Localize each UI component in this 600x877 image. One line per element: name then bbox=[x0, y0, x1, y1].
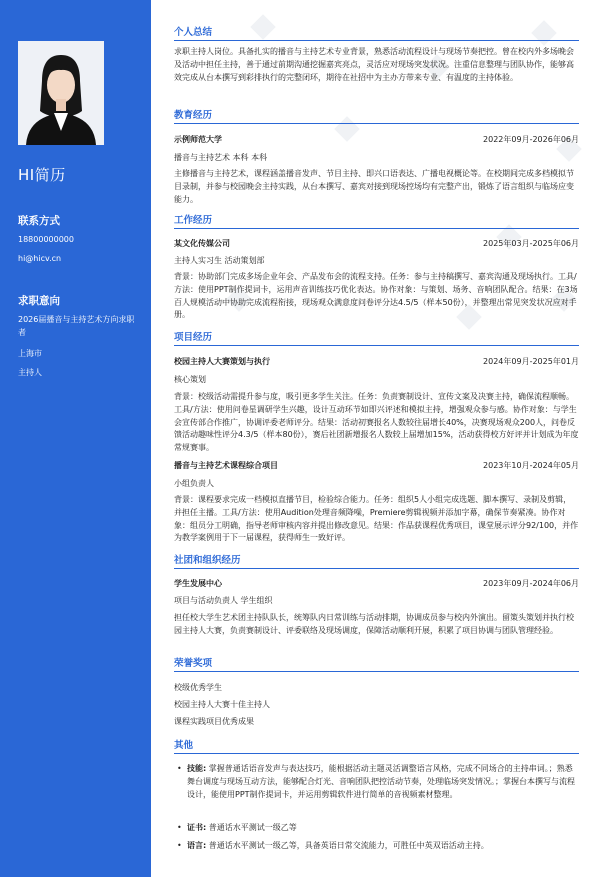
education-text: 主修播音与主持艺术，课程涵盖播音发声、节目主持、即兴口语表达、广播电视概论等。在校期间完成多档模拟节目录制，并参与校园晚会主持实践，从台本撰写、嘉宾对接到现场控场均有完整产出，锻炼了语言组织与临场应变能力。 bbox=[174, 169, 574, 204]
certificate-text: 普通话水平测试一级乙等 bbox=[208, 823, 297, 832]
work-heading: 工作经历 bbox=[174, 215, 579, 229]
language-label: 语言: bbox=[187, 841, 207, 850]
language-text: 普通话水平测试一级乙等，具备英语日常交流能力，可胜任中英双语活动主持。 bbox=[208, 841, 489, 850]
project-header bbox=[174, 356, 579, 368]
job-intent-text: 2026届播音与主持艺术方向求职者 bbox=[18, 315, 135, 337]
project-date: 2023年10月-2024年05月 bbox=[483, 461, 579, 470]
projects-heading: 项目经历 bbox=[174, 332, 579, 346]
other-item-language bbox=[177, 840, 579, 853]
education-header bbox=[174, 134, 579, 146]
education-date: 2022年09月-2026年06月 bbox=[483, 135, 579, 144]
phone-text: 18800000000 bbox=[18, 235, 74, 244]
award-item: 校级优秀学生 bbox=[174, 683, 222, 692]
main-content bbox=[151, 0, 600, 877]
awards-heading: 荣誉奖项 bbox=[174, 658, 579, 672]
certificate-label: 证书: bbox=[187, 823, 207, 832]
profile-portrait-image bbox=[18, 41, 104, 145]
skills-label: 技能: bbox=[187, 764, 207, 773]
club-role: 项目与活动负责人 学生组织 bbox=[174, 596, 273, 605]
company-name: 某文化传媒公司 bbox=[174, 239, 230, 248]
education-major: 播音与主持艺术 本科 本科 bbox=[174, 153, 268, 162]
resume-brand-title: HI简历 bbox=[18, 166, 66, 184]
bullet-icon: • bbox=[177, 823, 182, 832]
project-date: 2024年09月-2025年01月 bbox=[483, 357, 579, 366]
city-text: 上海市 bbox=[18, 349, 42, 358]
email-text: hi@hicv.cn bbox=[18, 254, 62, 263]
club-header bbox=[174, 578, 579, 590]
award-item: 校园主持人大赛十佳主持人 bbox=[174, 700, 270, 709]
summary-text: 求职主持人岗位。具备扎实的播音与主持艺术专业背景，熟悉活动流程设计与现场节奏把控。曾在校内外多场晚会及活动中担任主持，善于通过前期沟通挖掘嘉宾亮点，灵活应对现场突发状况。注重信息整理与团队协作，能够高效完成从台本撰写到彩排执行的完整闭环，期待在社招中为主办方带来专业、有温度的主持体验。 bbox=[174, 47, 574, 82]
other-item-skills bbox=[177, 763, 579, 801]
project-header bbox=[174, 460, 579, 472]
other-item-certificate bbox=[177, 822, 579, 835]
work-text: 背景：协助部门完成多场企业年会、产品发布会的流程支持。任务：参与主持稿撰写、嘉宾沟通及现场执行。工具/方法：使用PPT制作提词卡，运用声音训练技巧优化表达。协作对象：与策划、场务、音响团队配合。结果：在3场百人规模活动中协助完成流程衔接，现场观众满意度问卷评分达4.5/5（样本50份），并整理出常见突发状况应对手册。 bbox=[174, 272, 578, 320]
clubs-heading: 社团和组织经历 bbox=[174, 555, 579, 569]
club-date: 2023年09月-2024年06月 bbox=[483, 579, 579, 588]
project-role: 小组负责人 bbox=[174, 479, 214, 488]
sidebar bbox=[0, 0, 151, 877]
award-item: 课程实践项目优秀成果 bbox=[174, 717, 254, 726]
club-text: 担任校大学生艺术团主持队队长，统筹队内日常训练与活动排期，协调成员参与校内外演出。留策头策划并执行校园主持人大赛，负责赛制设计、评委联络及现场调度，保障活动顺利开展，积累了项目协调与团队管理经验。 bbox=[174, 613, 574, 635]
project-role: 核心策划 bbox=[174, 375, 206, 384]
project-text: 背景：校级活动需提升参与度，吸引更多学生关注。任务：负责赛制设计、宣传文案及决赛主持，确保流程顺畅。工具/方法：使用问卷星调研学生兴趣，设计互动环节如即兴评述和模拟主持，增强观众参与感。协作对象：与学生会宣传部合作推广，协调评委老师评分。结果：活动初赛报名人数较往届增长40%，决赛现场观众200人，问卷反馈活动趣味性评分4.3/5（样本80份），赛后社团新增报名人数较上届增加15%，活动获得校方好评并计划成为年度常规赛事。 bbox=[174, 392, 579, 453]
project-text: 背景：课程要求完成一档模拟直播节目，检验综合能力。任务：组织5人小组完成选题、脚本撰写、录制及剪辑，并担任主播。工具/方法：使用Audition处理音频降噪，Premiere剪辑视频并添加字幕，确保节奏紧凑。协作对象：组员分工明确，指导老师审核内容并提出修改意见。结果：作品获课程优秀项目，课堂展示评分92/100，并作为教学案例用于下一届课程，获得师生一致好评。 bbox=[174, 495, 579, 543]
summary-heading: 个人总结 bbox=[174, 27, 579, 41]
project-name: 播音与主持艺术课程综合项目 bbox=[174, 461, 278, 470]
work-header bbox=[174, 238, 579, 250]
other-heading: 其他 bbox=[174, 740, 579, 754]
bullet-icon: • bbox=[177, 841, 182, 850]
school-name: 示例师范大学 bbox=[174, 135, 222, 144]
work-role: 主持人实习生 活动策划部 bbox=[174, 256, 265, 265]
contact-heading: 联系方式 bbox=[18, 215, 60, 227]
club-name: 学生发展中心 bbox=[174, 579, 222, 588]
work-date: 2025年03月-2025年06月 bbox=[483, 239, 579, 248]
role-text: 主持人 bbox=[18, 368, 42, 377]
bullet-icon: • bbox=[177, 764, 182, 773]
project-name: 校园主持人大赛策划与执行 bbox=[174, 357, 270, 366]
profile-photo bbox=[18, 41, 104, 145]
job-intent-heading: 求职意向 bbox=[18, 295, 60, 307]
education-heading: 教育经历 bbox=[174, 110, 579, 124]
skills-text: 掌握普通话语音发声与表达技巧，能根据活动主题灵活调整语言风格，完成不同场合的主持串词。；熟悉舞台调度与现场互动方法，能够配合灯光、音响团队把控活动节奏，处理临场突发情况。；掌握台本撰写与流程设计，能使用PPT制作提词卡，并运用剪辑软件进行简单的音视频素材整理。 bbox=[187, 764, 575, 799]
